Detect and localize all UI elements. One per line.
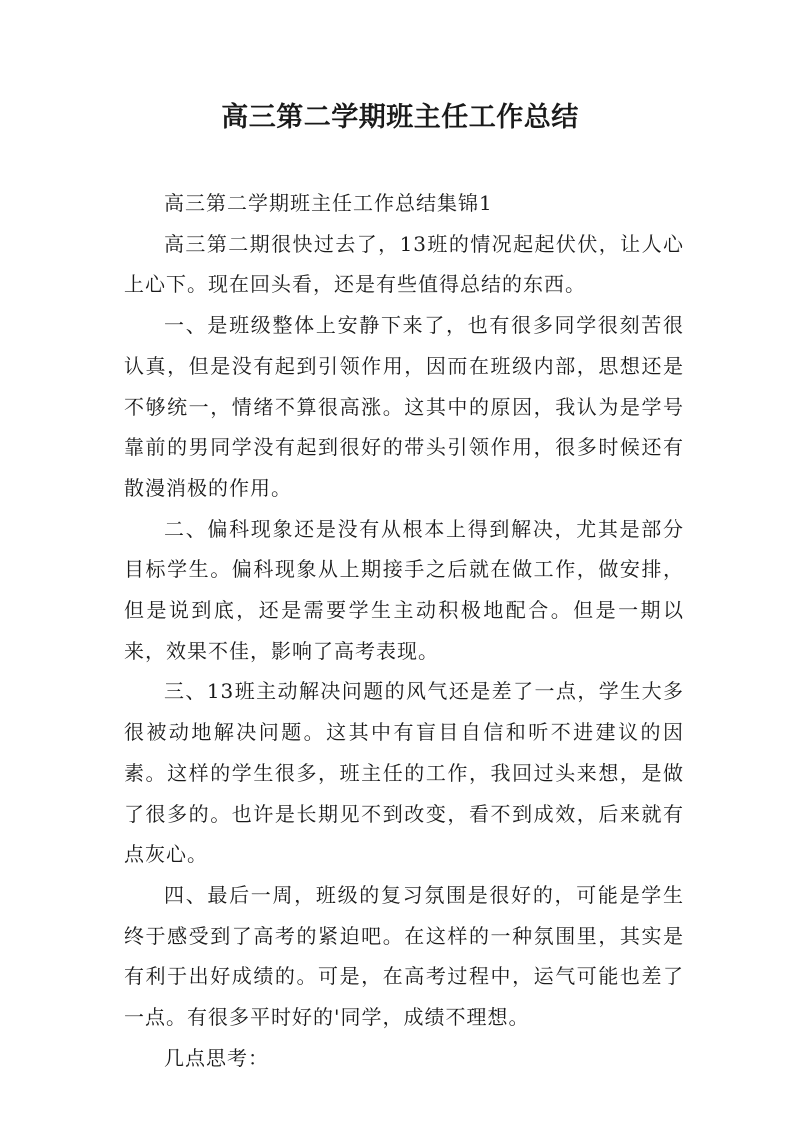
document-body — [124, 183, 684, 1078]
paragraph-reflections-heading: 几点思考： — [164, 1045, 269, 1070]
paragraph-subtitle: 高三第二学期班主任工作总结集锦1 — [164, 191, 493, 215]
paragraph-point-one: 一、是班级整体上安静下来了，也有很多同学很刻苦很认真，但是没有起到引领作用，因而在班级内部，思想还是不够统一，情绪不算很高涨。这其中的原因，我认为是学号靠前的男同学没有起到很好的带头引领作用，很多时候还有散漫消极的作用。 — [124, 313, 684, 500]
document-title: 高三第二学期班主任工作总结 — [221, 102, 579, 133]
paragraph-point-four: 四、最后一周，班级的复习氛围是很好的，可能是学生终于感受到了高考的紧迫吧。在这样的一种氛围里，其实是有利于出好成绩的。可是，在高考过程中，运气可能也差了一点。有很多平时好的'同学，成绩不理想。 — [124, 882, 684, 1030]
paragraph-intro: 高三第二期很快过去了，13班的情况起起伏伏，让人心上心下。现在回头看，还是有些值得总结的东西。 — [124, 231, 684, 297]
paragraph-point-three: 三、13班主动解决问题的风气还是差了一点，学生大多很被动地解决问题。这其中有盲目自信和听不进建议的因素。这样的学生很多，班主任的工作，我回过头来想，是做了很多的。也许是长期见不到改变，看不到成效，后来就有点灰心。 — [124, 679, 684, 867]
paragraph-point-two: 二、偏科现象还是没有从根本上得到解决，尤其是部分目标学生。偏科现象从上期接手之后就在做工作，做安排，但是说到底，还是需要学生主动积极地配合。但是一期以来，效果不佳，影响了高考表现。 — [124, 516, 684, 663]
